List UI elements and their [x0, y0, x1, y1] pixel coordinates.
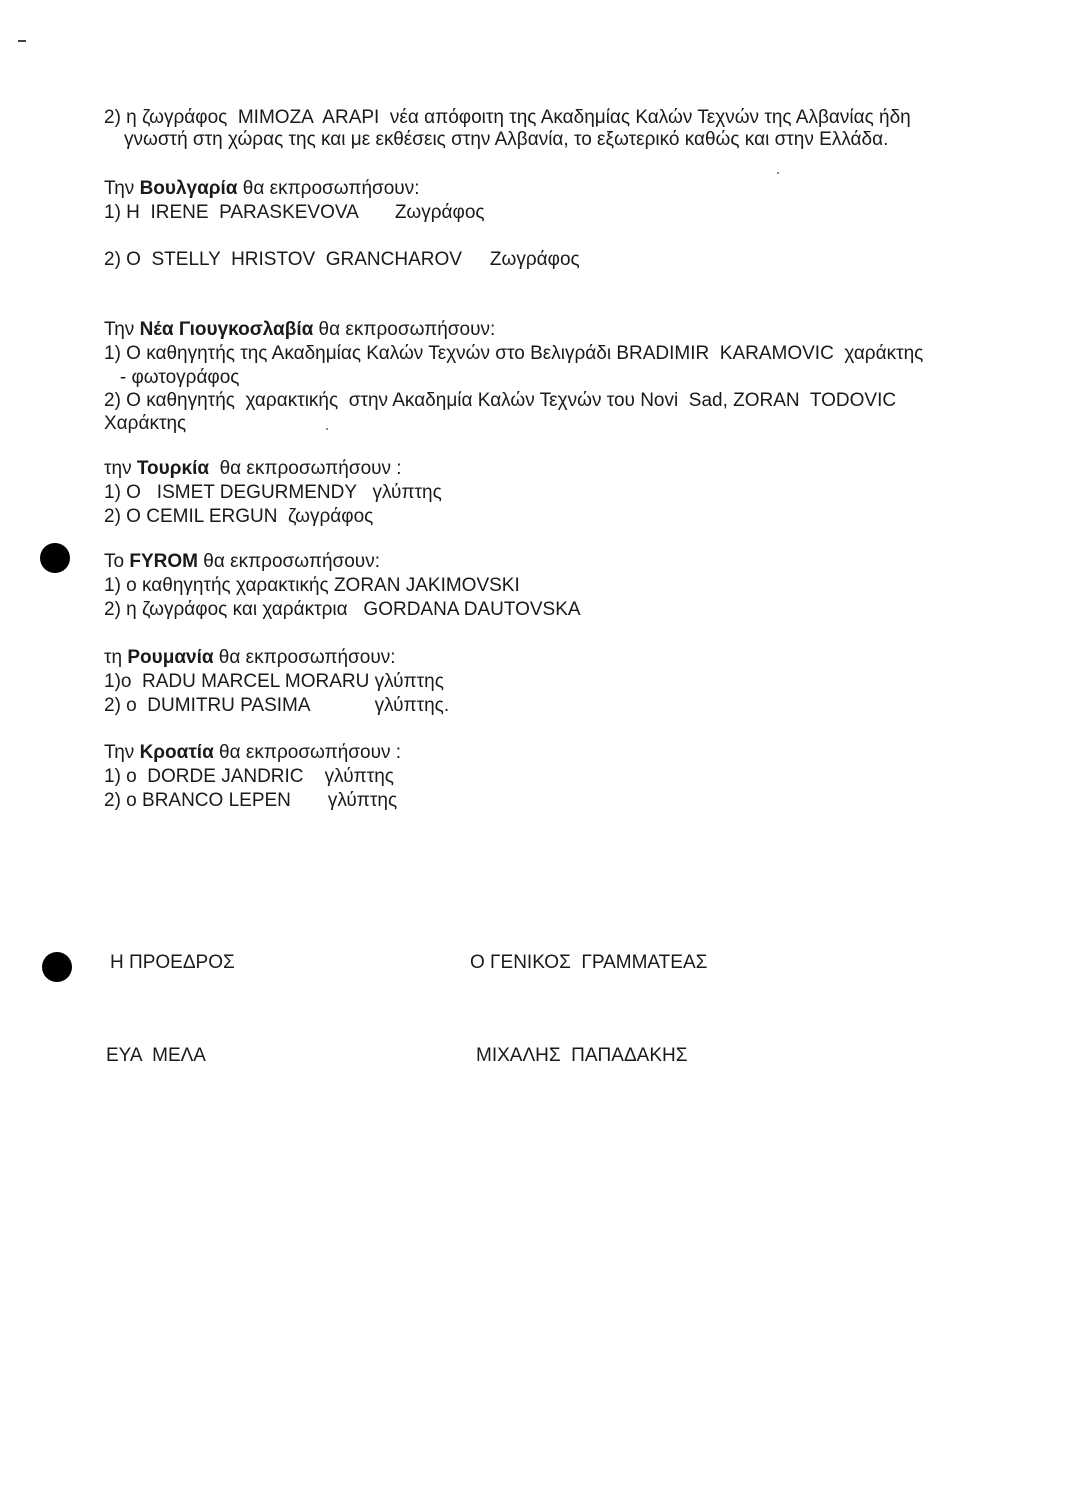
participant-role: γλύπτης.: [374, 695, 450, 716]
yugoslavia-item2-line1: 2) Ο καθηγητής χαρακτικής στην Ακαδημία Καλών Τεχνών του Novi Sad, ZORAN TODOVIC: [104, 390, 897, 411]
intro-prefix: τη: [104, 647, 128, 668]
albania-item2-line2: γνωστή στη χώρας της και με εκθέσεις στην Αλβανία, το εξωτερικό καθώς και στην Ελλάδα.: [124, 129, 889, 150]
participant-name: 1) Η IRENE PARASKEVOVA: [104, 202, 359, 223]
punch-hole-icon: [40, 543, 70, 573]
intro-suffix: θα εκπροσωπήσουν :: [209, 458, 402, 479]
scan-speck: [777, 172, 779, 174]
president-name: ΕΥΑ ΜΕΛΑ: [106, 1045, 206, 1066]
yugoslavia-intro: [104, 318, 495, 342]
bulgaria-item1: [104, 201, 485, 225]
intro-prefix: Την: [104, 742, 140, 763]
intro-prefix: την: [104, 458, 137, 479]
scan-mark: [18, 40, 26, 42]
country-name: Κροατία: [139, 742, 214, 763]
country-name: Τουρκία: [136, 458, 210, 479]
country-name: FYROM: [129, 551, 198, 572]
fyrom-item1: 1) ο καθηγητής χαρακτικής ZORAN JAKIMOVSKI: [104, 575, 520, 596]
turkey-item2: 2) Ο CEMIL ERGUN ζωγράφος: [104, 506, 374, 527]
participant-name: 2) O STELLY HRISTOV GRANCHAROV: [104, 249, 462, 270]
romania-item2: [104, 694, 449, 718]
turkey-intro: [104, 457, 402, 481]
croatia-item1: 1) ο DORDE JANDRIC γλύπτης: [104, 766, 394, 787]
intro-prefix: Το: [104, 551, 130, 572]
romania-item1: 1)ο RADU MARCEL MORARU γλύπτης: [104, 671, 444, 692]
yugoslavia-item2-line2: Χαράκτης: [104, 413, 187, 434]
fyrom-item2: 2) η ζωγράφος και χαράκτρια GORDANA DAUTOVSKA: [104, 599, 581, 620]
intro-suffix: θα εκπροσωπήσουν:: [237, 178, 420, 199]
participant-role: Ζωγράφος: [489, 249, 580, 270]
country-name: Νέα Γιουγκοσλαβία: [139, 319, 314, 340]
intro-suffix: θα εκπροσωπήσουν:: [313, 319, 496, 340]
bulgaria-item2: [104, 248, 580, 272]
intro-prefix: Την: [104, 319, 140, 340]
country-name: Βουλγαρία: [139, 178, 238, 199]
intro-suffix: θα εκπροσωπήσουν:: [213, 647, 396, 668]
yugoslavia-item1-line2: - φωτογράφος: [104, 367, 240, 388]
intro-suffix: θα εκπροσωπήσουν:: [197, 551, 380, 572]
participant-role: Ζωγράφος: [394, 202, 485, 223]
croatia-intro: [104, 741, 401, 765]
secretary-title: Ο ΓΕΝΙΚΟΣ ΓΡΑΜΜΑΤΕΑΣ: [470, 952, 708, 973]
intro-suffix: θα εκπροσωπήσουν :: [213, 742, 402, 763]
croatia-item2: 2) ο BRANCO LEPEN γλύπτης: [104, 790, 398, 811]
country-name: Ρουμανία: [127, 647, 214, 668]
president-title: Η ΠΡΟΕΔΡΟΣ: [110, 952, 235, 973]
romania-intro: [104, 646, 396, 670]
secretary-name: ΜΙΧΑΛΗΣ ΠΑΠΑΔΑΚΗΣ: [476, 1045, 688, 1066]
intro-prefix: Την: [104, 178, 140, 199]
albania-item2-line1: 2) η ζωγράφος MIMOZA ARAPI νέα απόφοιτη της Ακαδημίας Καλών Τεχνών της Αλβανίας ήδη: [104, 107, 911, 128]
fyrom-intro: [104, 550, 380, 574]
participant-name: 2) ο DUMITRU PASIMA: [104, 695, 311, 716]
yugoslavia-item1-line1: 1) Ο καθηγητής της Ακαδημίας Καλών Τεχνών στο Βελιγράδι BRADIMIR KARAMOVIC χαράκτης: [104, 343, 924, 364]
punch-hole-icon: [42, 952, 72, 982]
turkey-item1: 1) Ο ISMET DEGURMENDY γλύπτης: [104, 482, 442, 503]
bulgaria-intro: [104, 177, 419, 201]
scan-speck: [326, 428, 328, 430]
